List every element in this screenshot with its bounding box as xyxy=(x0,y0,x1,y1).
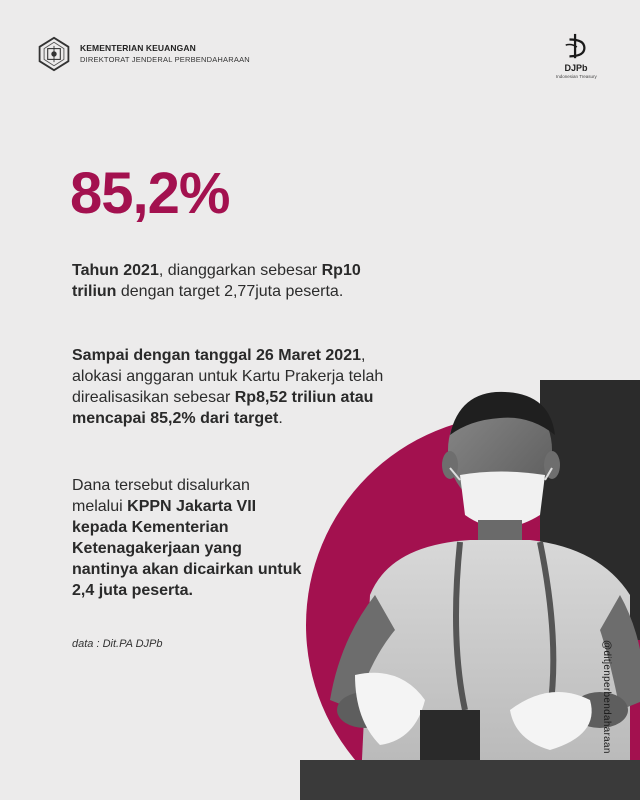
p2-text-2: . xyxy=(278,410,283,427)
ministry-header xyxy=(36,36,250,72)
data-source: data : Dit.PA DJPb xyxy=(72,638,163,650)
p3-bold-detail: KPPN Jakarta VII kepada Kementerian Ketenagakerjaan yang nantinya akan dicairkan untuk 2,4 juta peserta. xyxy=(72,498,302,599)
p2-text-1: , alokasi anggaran untuk Kartu Prakerja telah direalisasikan sebesar xyxy=(72,347,384,406)
social-handle-watermark: @ditjenperbendaharaan xyxy=(601,640,612,754)
djpb-brand-name: DJPb xyxy=(564,63,588,73)
p1-bold-year: Tahun 2021 xyxy=(72,262,159,279)
p1-text-2: dengan target 2,77juta peserta. xyxy=(116,283,344,300)
p2-bold-date: Sampai dengan tanggal 26 Maret 2021 xyxy=(72,347,361,364)
directorate-name: DIREKTORAT JENDERAL PERBENDAHARAAN xyxy=(80,55,250,64)
p1-text-1: , dianggarkan sebesar xyxy=(158,262,322,279)
djpb-logo xyxy=(556,32,596,79)
djpb-logo-icon xyxy=(562,32,590,62)
ministry-emblem-icon xyxy=(36,36,72,72)
headline-percentage: 85,2% xyxy=(70,161,230,226)
paragraph-distribution xyxy=(72,475,302,601)
p2-bold-amount: Rp8,52 triliun atau mencapai 85,2% dari target xyxy=(72,389,374,427)
p3-text-1: Dana tersebut disalurkan melalui xyxy=(72,477,250,515)
ministry-name: KEMENTERIAN KEUANGAN xyxy=(80,43,196,53)
paragraph-budget xyxy=(72,260,392,302)
djpb-tagline: Indonesian Treasury xyxy=(556,74,597,79)
worker-photo xyxy=(300,380,640,800)
p1-bold-amount: Rp10 triliun xyxy=(72,262,361,300)
